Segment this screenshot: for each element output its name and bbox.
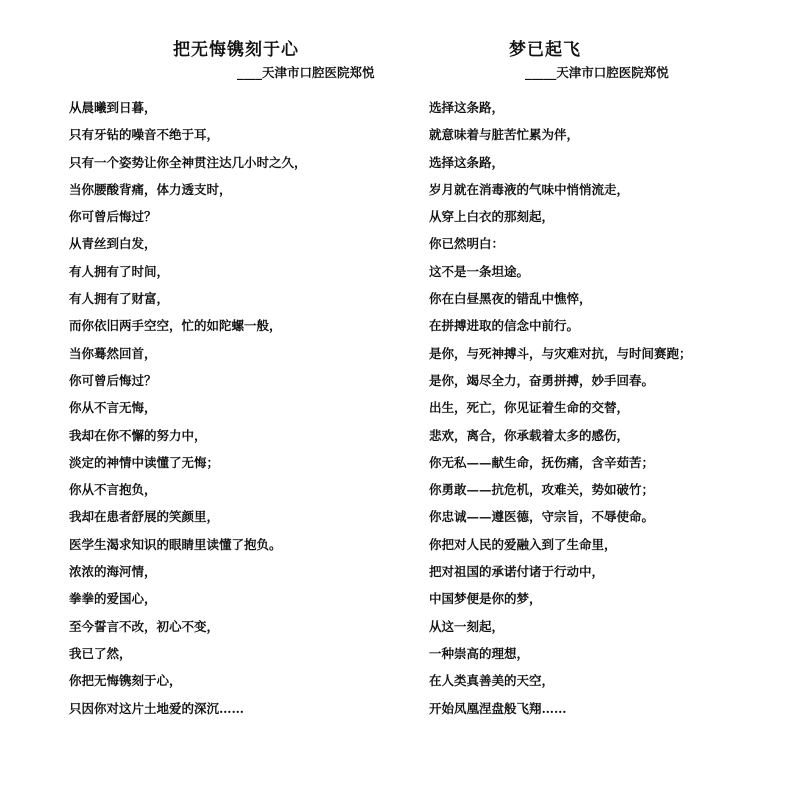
poem-line: 是你，竭尽全力，奋勇拼搏，妙手回春。 xyxy=(429,372,655,388)
poem-line: 浓浓的海河情， xyxy=(69,564,157,580)
poem-line: 有人拥有了时间， xyxy=(69,263,170,279)
poem-line: 你从不言抱负， xyxy=(69,482,157,498)
poem-line: 一种崇高的理想， xyxy=(429,645,530,661)
poem-line: 从穿上白衣的那刻起， xyxy=(429,209,555,225)
poem-line: 你已然明白： xyxy=(429,236,505,252)
poem-line: 选择这条路， xyxy=(429,100,505,115)
poem-line: 医学生渴求知识的眼睛里读懂了抱负。 xyxy=(69,536,282,552)
poem-line: 就意味着与脏苦忙累为伴， xyxy=(429,127,580,143)
poem-line: 你把对人民的爱融入到了生命里， xyxy=(429,536,617,552)
poem-lines xyxy=(429,94,769,722)
poem-line: 而你依旧两手空空，忙的如陀螺一般， xyxy=(69,318,282,334)
poem-title: 把无悔镌刻于心 xyxy=(173,40,299,60)
poem-line: 只因你对这片土地爱的深沉…… xyxy=(69,700,245,716)
poem-line: 我已了然， xyxy=(69,645,132,661)
poem-line: 我却在患者舒展的笑颜里， xyxy=(69,509,220,525)
poem-line: 我却在你不懈的努力中， xyxy=(69,427,207,443)
poem-line: 你忠诚——遵医德，守宗旨，不辱使命。 xyxy=(429,509,655,525)
poem-line: 在拼搏进取的信念中前行。 xyxy=(429,318,580,334)
poem-line: 你从不言无悔， xyxy=(69,400,157,416)
poem-line: 选择这条路， xyxy=(429,154,505,170)
poem-line: 你勇敢——抗危机，攻难关，势如破竹； xyxy=(429,482,655,498)
poem-line: 你无私——献生命，抚伤痛，含辛茹苦； xyxy=(429,454,655,470)
poem-line: 中国梦便是你的梦， xyxy=(429,591,542,607)
poem-line: 从这一刻起， xyxy=(429,618,505,634)
poem-line: 出生，死亡，你见证着生命的交替， xyxy=(429,400,630,416)
poem-line: 开始凤凰涅盘般飞翔…… xyxy=(429,700,567,716)
poem-line: 这不是一条坦途。 xyxy=(429,263,530,279)
poem-line: 悲欢，离合，你承载着太多的感伤， xyxy=(429,427,630,443)
poem-line: 拳拳的爱国心， xyxy=(69,591,157,607)
poem-line: 只有牙钻的噪音不绝于耳， xyxy=(69,127,220,143)
poem-line: 有人拥有了财富， xyxy=(69,291,170,307)
poem-line: 当你蓦然回首， xyxy=(69,345,157,361)
poem-author: _____天津市口腔医院郑悦 xyxy=(525,65,669,80)
poem-line: 至今誓言不改，初心不变， xyxy=(69,618,220,634)
poem-left xyxy=(69,38,409,722)
poem-line: 你可曾后悔过？ xyxy=(69,209,157,225)
poem-line: 把对祖国的承诺付诸于行动中， xyxy=(429,564,605,580)
poem-author: ____天津市口腔医院郑悦 xyxy=(237,65,375,80)
poem-line: 你在白昼黑夜的错乱中憔悴， xyxy=(429,291,592,307)
poem-line: 你把无悔镌刻于心， xyxy=(69,673,182,689)
poem-line: 淡定的神情中读懂了无悔； xyxy=(69,454,220,470)
poem-lines xyxy=(69,94,409,722)
poem-line: 岁月就在消毒液的气味中悄悄流走， xyxy=(429,181,630,197)
poem-line: 在人类真善美的天空， xyxy=(429,673,555,689)
poem-line: 你可曾后悔过？ xyxy=(69,372,157,388)
poem-line: 是你，与死神搏斗，与灾难对抗，与时间赛跑； xyxy=(429,345,692,361)
poem-right xyxy=(429,38,769,722)
poem-line: 只有一个姿势让你全神贯注达几小时之久， xyxy=(69,154,307,170)
poem-line: 从青丝到白发， xyxy=(69,236,157,252)
poem-line: 当你腰酸背痛，体力透支时， xyxy=(69,181,232,197)
poem-line: 从晨曦到日暮， xyxy=(69,100,157,115)
poem-title: 梦已起飞 xyxy=(509,40,581,60)
